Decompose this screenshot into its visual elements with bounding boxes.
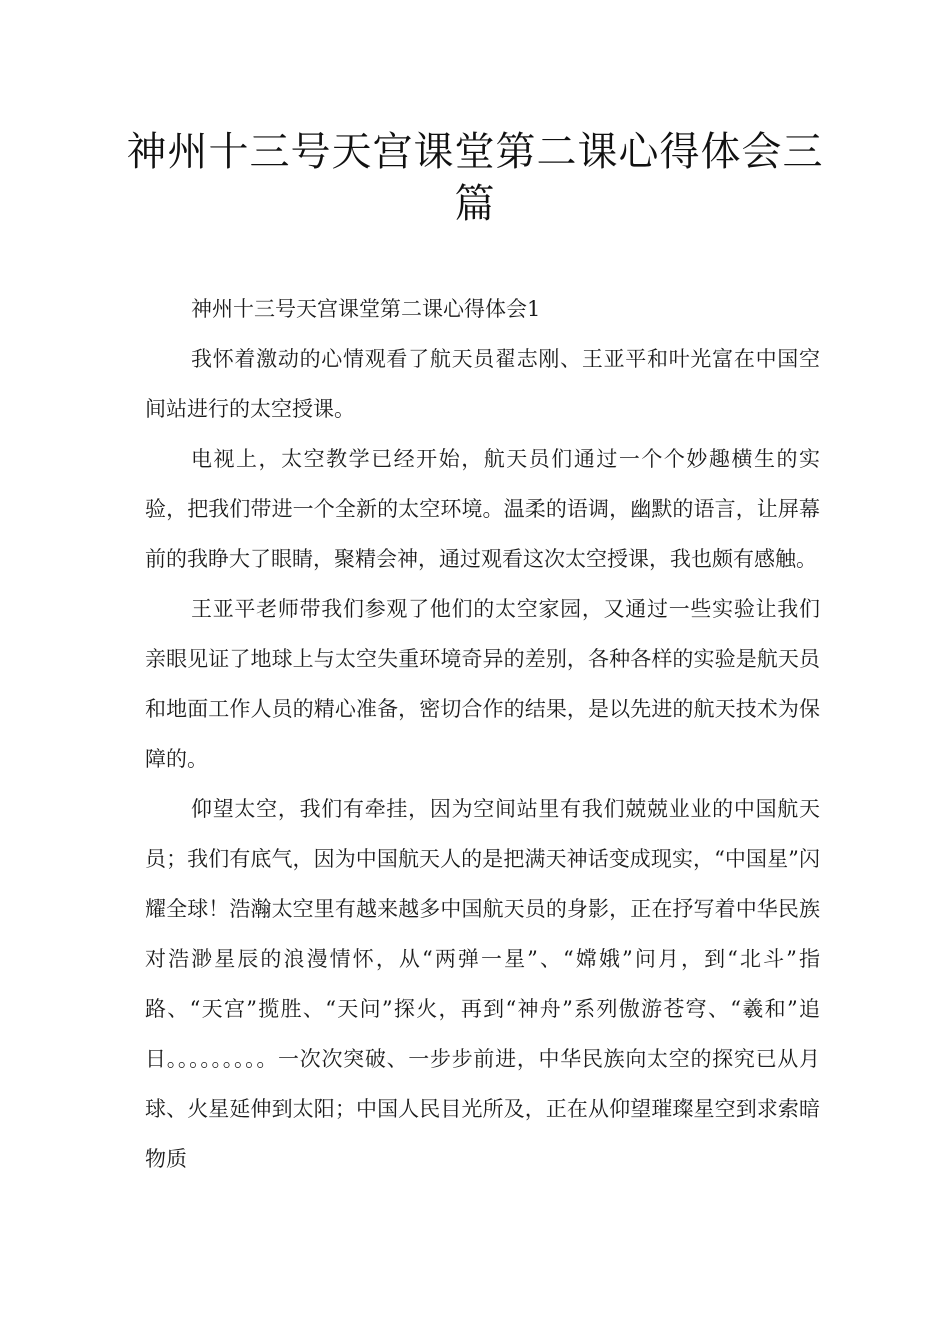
document-title: 神州十三号天宫课堂第二课心得体会三篇: [126, 129, 824, 227]
section-heading: 神州十三号天宫课堂第二课心得体会1: [191, 297, 541, 321]
paragraph-3: 王亚平老师带我们参观了他们的太空家园，又通过一些实验让我们亲眼见证了地球上与太空失重环境奇异的差别，各种各样的实验是航天员和地面工作人员的精心准备，密切合作的结果，是以先进的航天技术为保障的。: [145, 597, 820, 771]
paragraph-2: 电视上，太空教学已经开始，航天员们通过一个个妙趣横生的实验，把我们带进一个全新的太空环境。温柔的语调，幽默的语言，让屏幕前的我睁大了眼睛，聚精会神，通过观看这次太空授课，我也颇有感触。: [145, 447, 820, 571]
paragraph-1: 我怀着激动的心情观看了航天员翟志刚、王亚平和叶光富在中国空间站进行的太空授课。: [145, 347, 820, 421]
document-body: [145, 284, 820, 1184]
paragraph-4: 仰望太空，我们有牵挂，因为空间站里有我们兢兢业业的中国航天员；我们有底气，因为中国航天人的是把满天神话变成现实，“中国星”闪耀全球！浩瀚太空里有越来越多中国航天员的身影，正在抒写着中华民族对浩渺星辰的浪漫情怀，从“两弹一星”、“嫦娥”问月，到“北斗”指路、“天宫”揽胜、“天问”探火，再到“神舟”系列傲游苍穹、“羲和”追日。。。。。。。。。一次次突破、一步步前进，中华民族向太空的探究已从月球、火星延伸到太阳；中国人民目光所及，正在从仰望璀璨星空到求索暗物质: [145, 797, 820, 1171]
